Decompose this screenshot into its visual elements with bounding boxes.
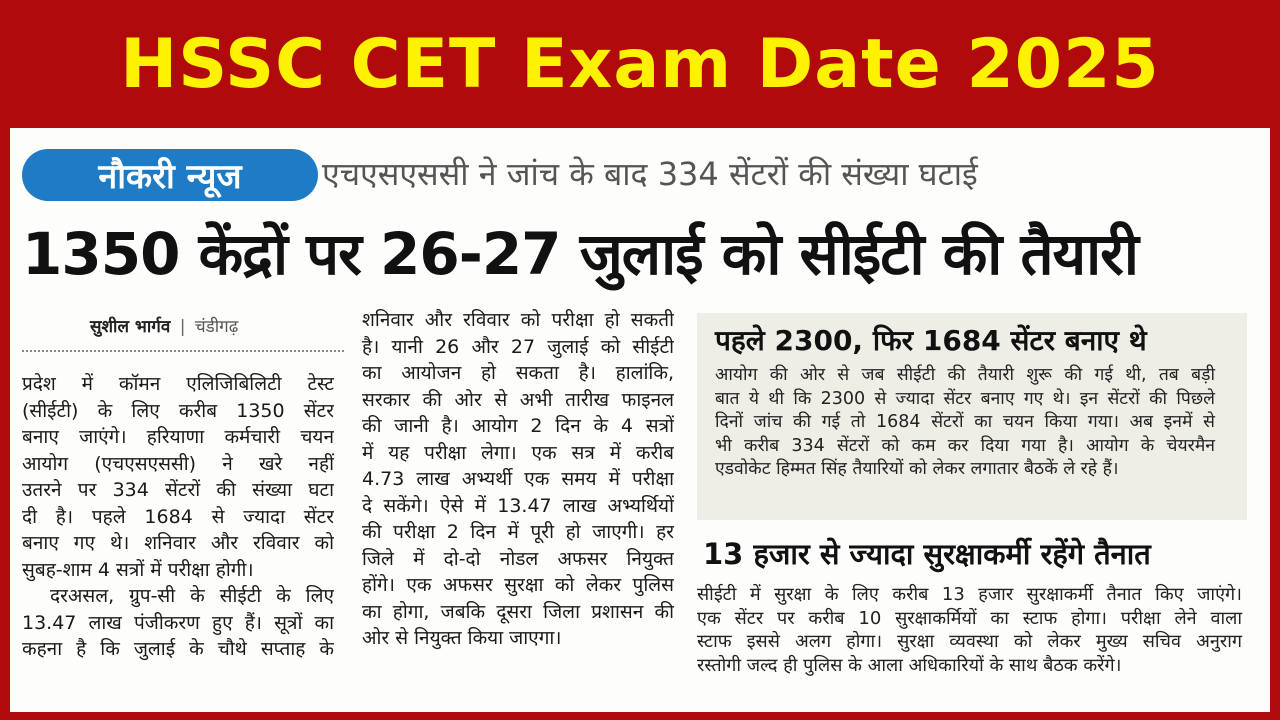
section-tag: नौकरी न्यूज	[22, 149, 318, 201]
banner	[0, 0, 1280, 128]
text-line: ओर से नियुक्त किया जाएगा।	[362, 627, 562, 649]
kicker: एचएसएससी ने जांच के बाद 334 सेंटरों की संख्या घटाई	[322, 155, 978, 193]
byline	[90, 314, 238, 337]
article-column-2	[362, 307, 674, 652]
text-line: सीईटी में सुरक्षा के लिए करीब 13 हजार सुरक्षाकर्मी तैनात किए जाएंगे।	[697, 584, 1242, 605]
text-line: बनाए गए थे। शनिवार और रविवार को	[22, 532, 334, 554]
text-line: रस्तोगी जल्द ही पुलिस के आला अधिकारियों के साथ बैठक करेंगे।	[697, 654, 1122, 676]
text-line: आयोग की ओर से जब सीईटी की तैयारी शुरू की गई थी, तब बड़ी	[715, 365, 1215, 385]
author: सुशील भार्गव	[90, 317, 171, 337]
text-line: आयोग (एचएसएससी) ने खरे नहीं	[22, 452, 334, 475]
sidebar-box	[697, 313, 1247, 520]
text-line: एडवोकेट हिम्मत सिंह तैयारियों को लेकर लगातार बैठकें ले रहे हैं।	[715, 459, 1119, 479]
box-body	[715, 364, 1215, 482]
box-heading: पहले 2300, फिर 1684 सेंटर बनाए थे	[715, 324, 1147, 357]
text-line: बात ये थी कि 2300 से ज्यादा सेंटर बनाए गए थे। इन सेंटरों की पिछले	[715, 388, 1215, 409]
byline-separator: |	[179, 317, 186, 337]
security-section-body	[697, 583, 1242, 677]
article-column-1	[22, 371, 334, 663]
text-line: होंगे। एक अफसर सुरक्षा को लेकर पुलिस	[362, 574, 674, 596]
text-line: दे सकेंगे। ऐसे में 13.47 लाख अभ्यर्थियों	[362, 494, 674, 517]
text-line: की जानी है। आयोग 2 दिन के 4 सत्रों	[362, 415, 674, 437]
text-line: की परीक्षा 2 दिन में पूरी हो जाएगी। हर	[362, 521, 674, 543]
text-line: में यह परीक्षा लेगा। एक सत्र में करीब	[362, 441, 674, 464]
text-line: दरअसल, ग्रुप-सी के सीईटी के लिए	[50, 585, 334, 607]
text-line: 4.73 लाख अभ्यर्थी एक समय में परीक्षा	[362, 468, 674, 490]
text-line: एक सेंटर पर करीब 10 सुरक्षाकर्मियों का स्टाफ होगा। परीक्षा लेने वाला	[697, 607, 1242, 629]
dotted-divider	[22, 350, 344, 352]
text-line: शनिवार और रविवार को परीक्षा हो सकती	[362, 309, 674, 331]
text-line: सुबह-शाम 4 सत्रों में परीक्षा होगी।	[22, 558, 254, 581]
banner-title: HSSC CET Exam Date 2025	[120, 24, 1160, 104]
text-line: सरकार की ओर से अभी तारीख फाइनल	[362, 388, 674, 411]
text-line: बनाए जाएंगे। हरियाणा कर्मचारी चयन	[22, 426, 334, 448]
text-line: का होगा, जबकि दूसरा जिला प्रशासन की	[362, 600, 674, 623]
dateline-city: चंडीगढ़	[194, 317, 239, 337]
text-line: भी करीब 334 सेंटरों को कम कर दिया गया है। आयोग के चेयरमैन	[715, 435, 1215, 456]
text-line: का आयोजन हो सकता है। हालांकि,	[362, 362, 674, 384]
text-line: उतरने पर 334 सेंटरों की संख्या घटा	[22, 479, 334, 501]
headline: 1350 केंद्रों पर 26-27 जुलाई को सीईटी की तैयारी	[22, 220, 1138, 288]
newspaper-clipping	[10, 128, 1270, 712]
text-line: जिले में दो-दो नोडल अफसर नियुक्त	[362, 547, 674, 570]
text-line: कहना है कि जुलाई के चौथे सप्ताह के	[22, 638, 334, 660]
text-line: प्रदेश में कॉमन एलिजिबिलिटी टेस्ट	[22, 373, 334, 395]
text-line: दी है। पहले 1684 से ज्यादा सेंटर	[22, 505, 334, 528]
text-line: स्टाफ इससे अलग होगा। सुरक्षा व्यवस्था को लेकर मुख्य सचिव अनुराग	[697, 631, 1242, 652]
text-line: है। यानी 26 और 27 जुलाई को सीईटी	[362, 335, 674, 358]
text-line: (सीईटी) के लिए करीब 1350 सेंटर	[22, 399, 334, 422]
subheading: 13 हजार से ज्यादा सुरक्षाकर्मी रहेंगे तैनात	[703, 537, 1151, 571]
text-line: दिनों जांच की गई तो 1684 सेंटरों का चयन किया गया। अब इनमें से	[715, 412, 1215, 432]
text-line: 13.47 लाख पंजीकरण हुए हैं। सूत्रों का	[22, 611, 334, 634]
